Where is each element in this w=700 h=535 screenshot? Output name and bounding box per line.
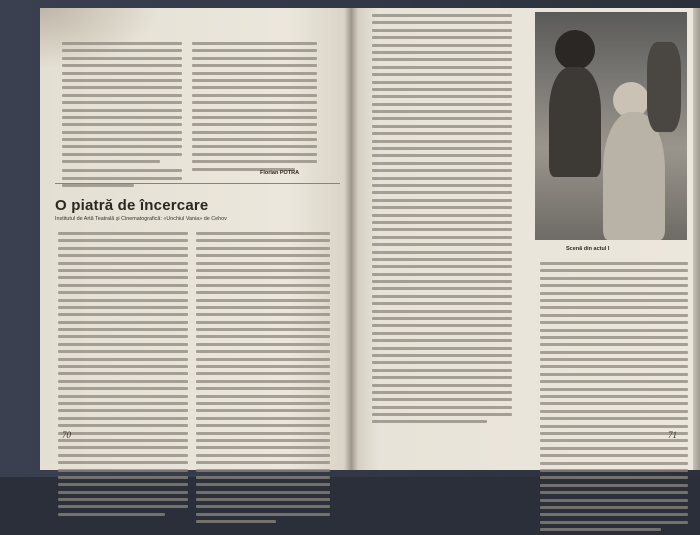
stage-photo xyxy=(535,12,687,240)
photo-caption: Scenă din actul I xyxy=(566,246,610,252)
actor-figure xyxy=(555,30,595,70)
left-top-col-1 xyxy=(62,42,182,191)
right-col-1 xyxy=(372,14,512,428)
article-byline: Florian POTRA xyxy=(260,170,300,176)
section-divider xyxy=(55,183,340,184)
left-page-number: 70 xyxy=(62,430,71,440)
page-edges xyxy=(693,8,700,470)
article-title: O piatră de încercare xyxy=(55,197,209,214)
right-page-number: 71 xyxy=(668,430,677,440)
actor-figure xyxy=(647,42,681,132)
right-col-2 xyxy=(540,262,688,535)
actor-figure xyxy=(549,67,601,177)
left-top-col-2 xyxy=(192,42,317,175)
left-body-col-2 xyxy=(196,232,330,528)
article-subtitle: Institutul de Artă Teatrală și Cinematografică: «Unchiul Vania» de Cehov xyxy=(55,216,227,222)
